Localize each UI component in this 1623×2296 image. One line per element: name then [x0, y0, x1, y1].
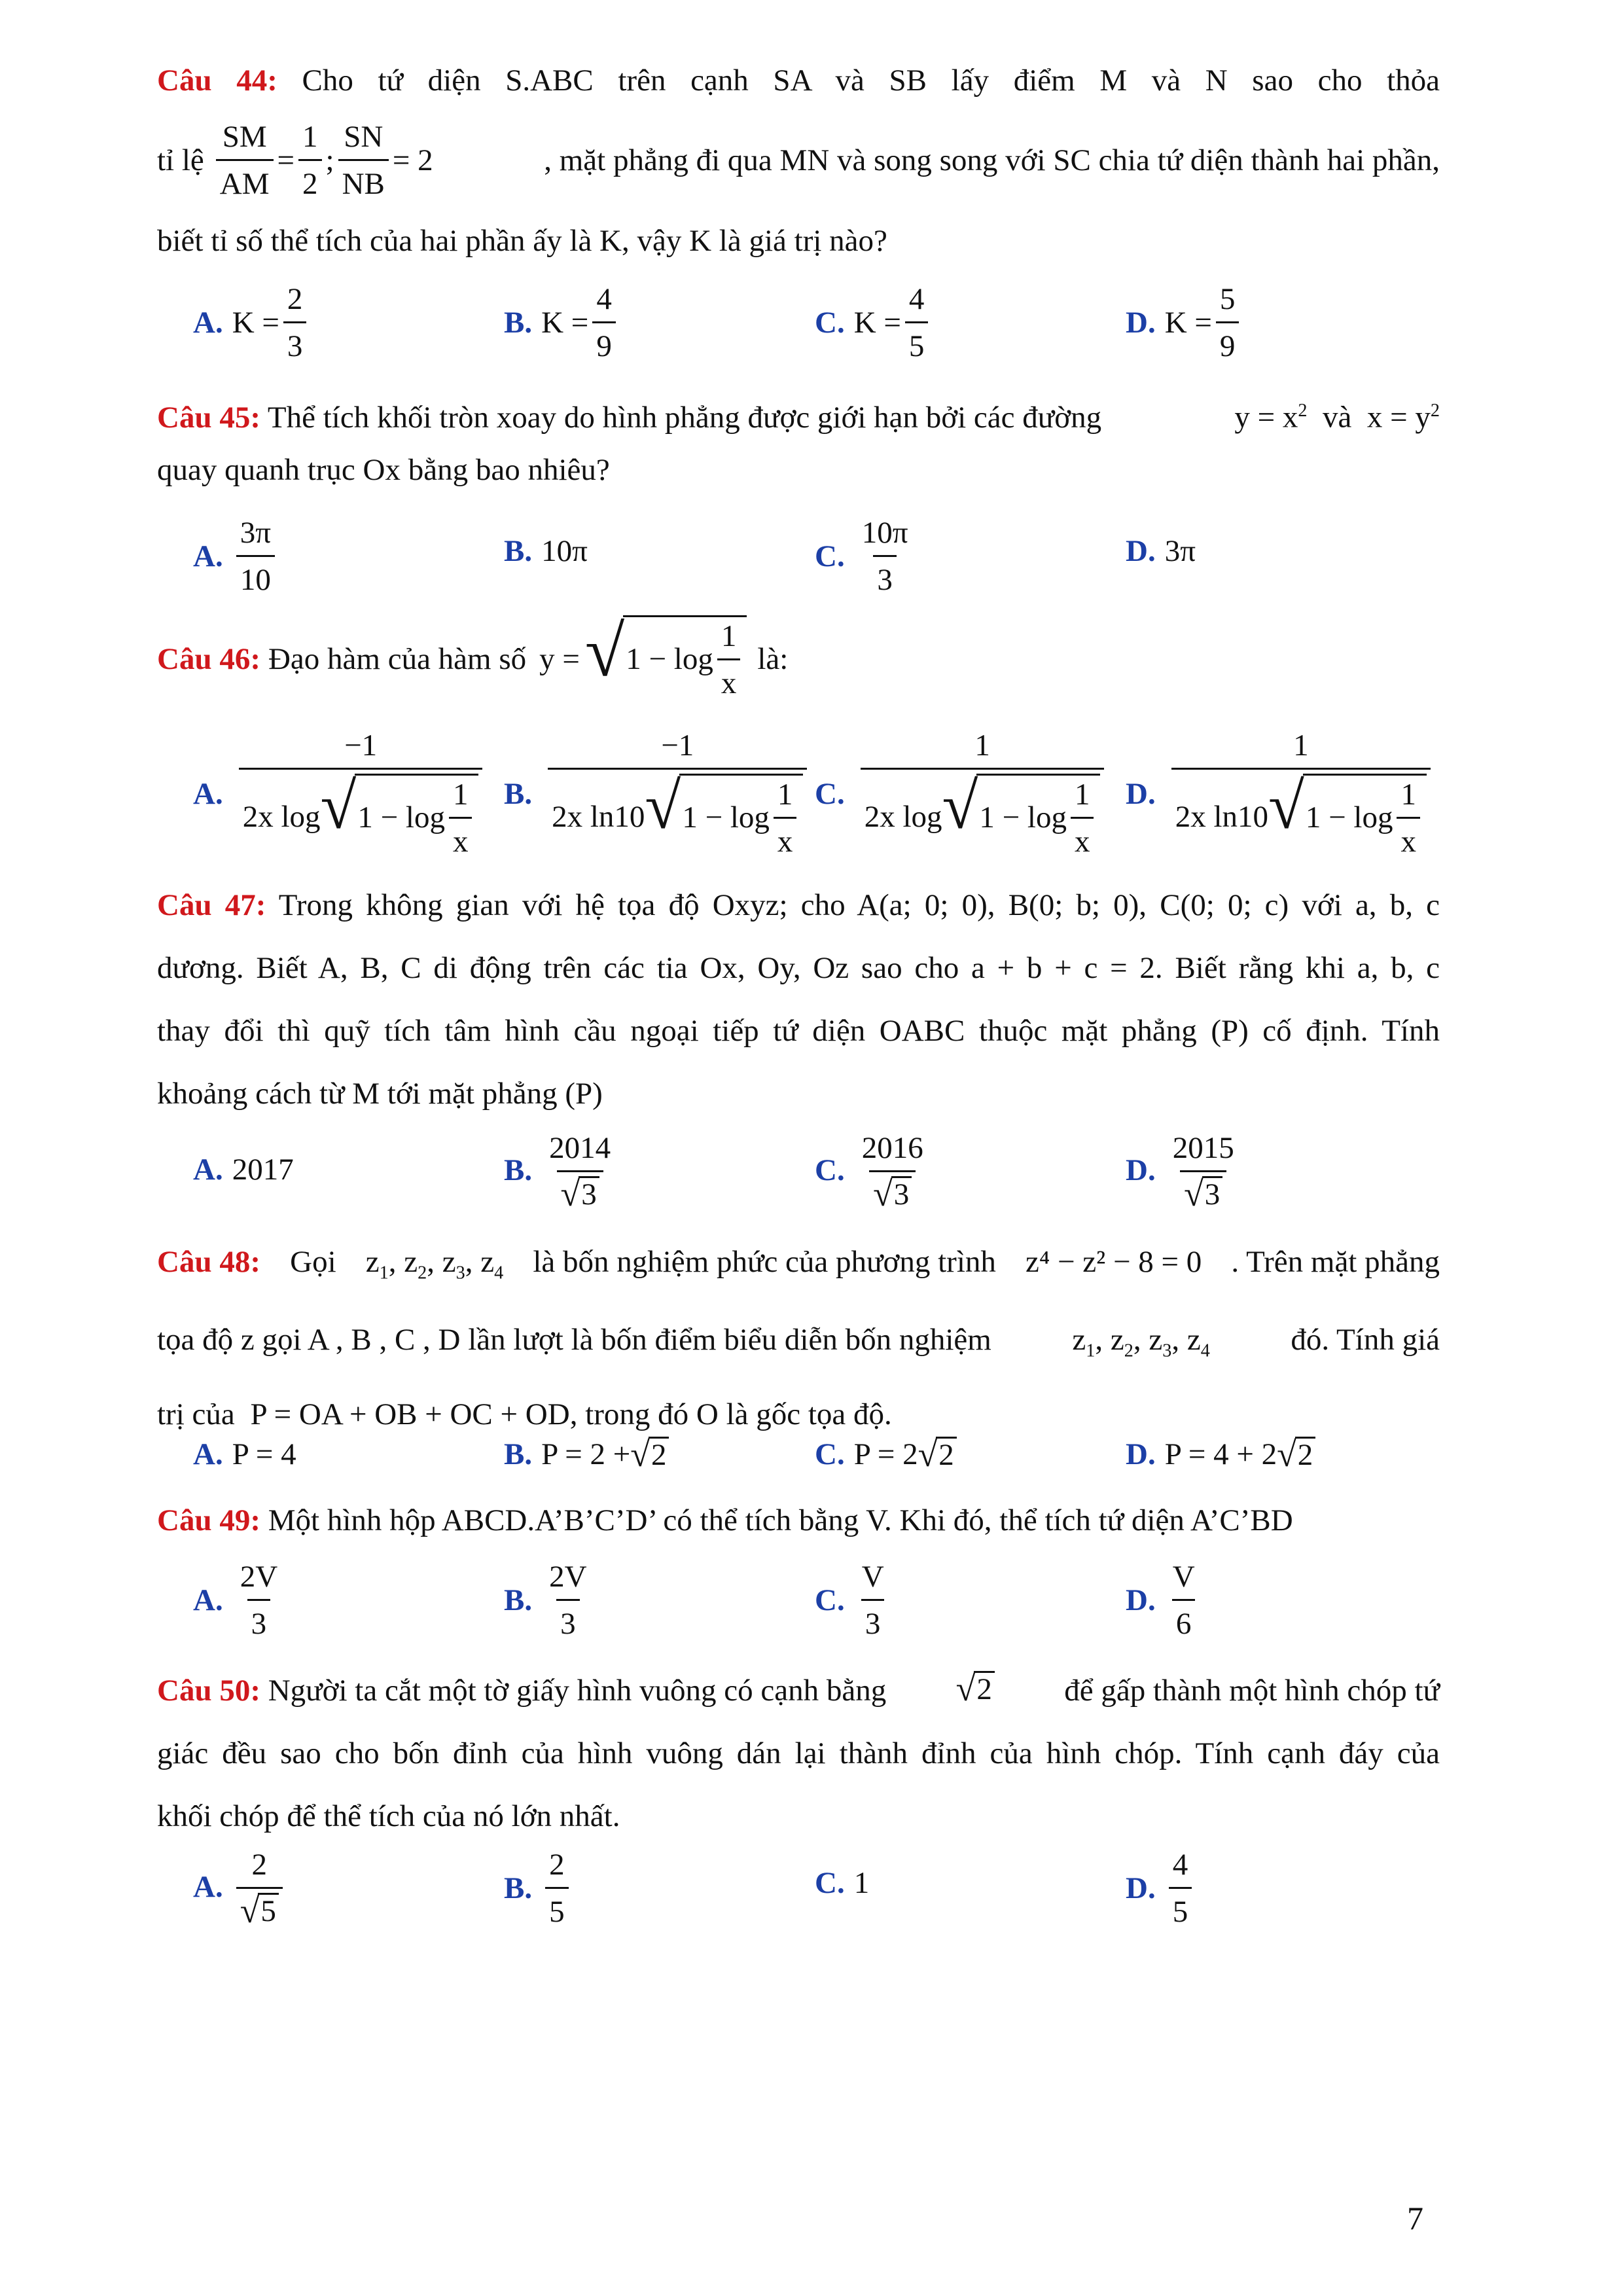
answer-48-b: B. P = 2 + √ 2 [504, 1437, 669, 1473]
question-text: Thể tích khối tròn xoay do hình phẳng được giới hạn bởi các đường [267, 400, 1102, 435]
question-text: , mặt phẳng đi qua MN và song song với SC chia tứ diện thành hai phần, [544, 143, 1440, 177]
question-44 [157, 49, 1440, 112]
question-46: Câu 46: Đạo hàm của hàm số y = √ 1 − log $\frac{1}{x}$ là: [157, 615, 788, 703]
answer-44-c: C. K = $\frac{4}{5}$ [815, 280, 932, 366]
question-47 [157, 874, 1440, 1125]
answer-44-b: B. K = $\frac{4}{9}$ [504, 280, 620, 366]
sqrt-expression: √ 1 − log $\frac{1}{x}$ [585, 615, 747, 703]
answer-48-c: C. P = 2 √ 2 [815, 1437, 957, 1473]
question-number: Câu 44: [157, 63, 277, 98]
answer-45-d: D. 3π [1126, 534, 1196, 568]
question-text: khối chóp để thể tích của nó lớn nhất. [157, 1799, 620, 1833]
page-number: 7 [1407, 2200, 1423, 2236]
question-number: Câu 48: [157, 1245, 260, 1279]
question-text: Một hình hộp ABCD.A’B’C’D’ có thể tích bằng V. Khi đó, thể tích tứ diện A’C’BD [268, 1503, 1293, 1537]
question-text: thay đổi thì quỹ tích tâm hình cầu ngoại tiếp tứ diện OABC thuộc mặt phẳng (P) cố định. Tính [157, 1014, 1440, 1048]
answer-50-d: D. $\frac{4}{5}$ [1126, 1846, 1196, 1931]
answer-47-b: B. 2014 √ 3 [504, 1131, 611, 1213]
question-text: giác đều sao cho bốn đỉnh của hình vuông dán lại thành đỉnh của hình chóp. Tính cạnh đáy của [157, 1736, 1440, 1770]
answer-49-c: C. $\frac{V}{3}$ [815, 1558, 892, 1643]
question-text: quay quanh trục Ox bằng bao nhiêu? [157, 453, 610, 487]
question-45: Câu 45: Thể tích khối tròn xoay do hình phẳng được giới hạn bởi các đường $y = x^2$ và $x = y^2$ [157, 400, 1440, 435]
question-44-line2: tỉ lệ $\frac{SM}{AM}$ = $\frac{1}{2}$ ; $\frac{SN}{NB}$ = 2 , mặt phẳng đi qua MN và song song với SC chia tứ diện thành hai phần, [157, 118, 1440, 204]
question-number: Câu 46: [157, 641, 260, 676]
answer-48-d: D. P = 4 + 2 √ 2 [1126, 1437, 1315, 1473]
answer-46-c: C. 1 2x log √ 1 − log $\frac{1}{x}$ [815, 726, 1108, 861]
answer-46-b: B. −1 2x ln10 √ 1 − log $\frac{1}{x}$ [504, 726, 811, 861]
answer-45-c: C. $\frac{10\pi}{3}$ [815, 514, 916, 600]
answer-49-b: B. $\frac{2V}{3}$ [504, 1558, 595, 1643]
question-45-line2 [157, 439, 1440, 501]
answer-50-c: C. 1 [815, 1866, 870, 1900]
answer-45-a: A. $\frac{3\pi}{10}$ [193, 514, 279, 600]
ratio-sn-nb: $\frac{SN}{NB}$ [338, 118, 389, 204]
question-49 [157, 1489, 1440, 1552]
answer-49-a: A. $\frac{2V}{3}$ [193, 1558, 285, 1643]
answer-47-c: C. 2016 √ 3 [815, 1131, 923, 1213]
answer-47-a: A. 2017 [193, 1153, 294, 1187]
answer-46-a: A. −1 2x log √ 1 − log $\frac{1}{x}$ [193, 726, 486, 861]
question-48: Câu 48: Gọi $z_1$, $z_2$, $z_3$, $z_4$ là bốn nghiệm phức của phương trình z⁴ − z² − 8 = 0 . Trên mặt phẳng tọa độ z gọi A , B , C , D lần lượt là bốn điểm biểu diễn bốn nghiệm $z_1$, $z_2$, $z_3$, $z_4$ đó. Tính giá trị của P = OA + OB + OC + OD, trong đó O là gốc tọa độ. [157, 1230, 1440, 1446]
question-text: Trong không gian với hệ tọa độ Oxyz; cho A(a; 0; 0), B(0; b; 0), C(0; 0; c) với a, b, c [278, 888, 1440, 922]
question-text: Đạo hàm của hàm số [268, 641, 527, 676]
answer-49-d: D. $\frac{V}{6}$ [1126, 1558, 1203, 1643]
ratio-one-half: $\frac{1}{2}$ [298, 118, 322, 204]
question-number: Câu 50: [157, 1674, 260, 1708]
question-44-line3 [157, 209, 1440, 272]
answer-44-a: A. K = $\frac{2}{3}$ [193, 280, 310, 366]
question-text: dương. Biết A, B, C di động trên các tia Ox, Oy, Oz sao cho a + b + c = 2. Biết rằng khi a, b, c [157, 951, 1440, 985]
answer-47-d: D. 2015 √ 3 [1126, 1131, 1234, 1213]
question-text: khoảng cách từ M tới mặt phẳng (P) [157, 1077, 603, 1111]
question-50: Câu 50: Người ta cắt một tờ giấy hình vuông có cạnh bằng √ 2 để gấp thành một hình chóp tứ giác đều sao cho bốn đỉnh của hình vuông dán lại thành đỉnh của hình chóp. Tính cạnh đáy của khối chóp để thể tích của nó lớn nhất. [157, 1659, 1440, 1848]
ratio-sm-am: $\frac{SM}{AM}$ [216, 118, 274, 204]
question-number: Câu 47: [157, 888, 266, 922]
question-number: Câu 45: [157, 400, 260, 435]
answer-45-b: B. 10π [504, 534, 588, 568]
question-number: Câu 49: [157, 1503, 260, 1537]
answer-46-d: D. 1 2x ln10 √ 1 − log $\frac{1}{x}$ [1126, 726, 1435, 861]
question-text: tỉ lệ [157, 143, 204, 177]
answer-50-a: A. 2 √ 5 [193, 1846, 287, 1928]
answer-48-a: A. P = 4 [193, 1437, 296, 1471]
answer-44-d: D. K = $\frac{5}{9}$ [1126, 280, 1243, 366]
question-text: Cho tứ diện S.ABC trên cạnh SA và SB lấy điểm M và N sao cho thỏa [302, 63, 1440, 98]
question-text: biết tỉ số thể tích của hai phần ấy là K, vậy K là giá trị nào? [157, 224, 887, 258]
answer-50-b: B. $\frac{2}{5}$ [504, 1846, 573, 1931]
